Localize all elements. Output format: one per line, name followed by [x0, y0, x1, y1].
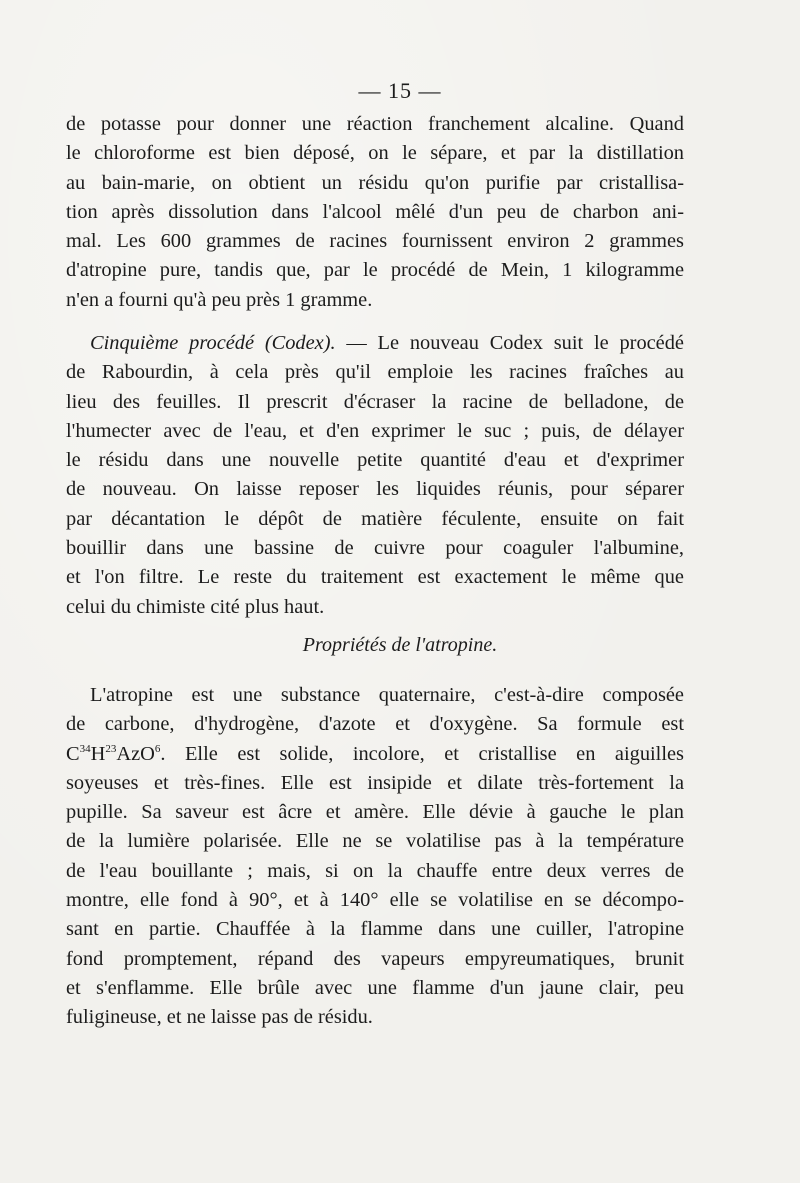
- text-line: et l'on filtre. Le reste du traitement est exactement le même que: [66, 566, 684, 589]
- paragraph-properties: [66, 681, 684, 1033]
- text-line: bouillir dans une bassine de cuivre pour coaguler l'albumine,: [66, 537, 684, 560]
- text-line: de carbone, d'hydrogène, d'azote et d'oxygène. Sa formule est: [66, 713, 684, 736]
- text-line: [66, 329, 684, 358]
- section-heading: Propriétés de l'atropine.: [302, 634, 498, 656]
- page-number: — 15 —: [358, 78, 442, 103]
- text-line: de la lumière polarisée. Elle ne se volatilise pas à la température: [66, 830, 684, 853]
- text-line: montre, elle fond à 90°, et à 140° elle se volatilise en se décompo-: [66, 889, 684, 912]
- text-line: lieu des feuilles. Il prescrit d'écraser la racine de belladone, de: [66, 390, 684, 413]
- paragraph-codex: [66, 329, 684, 622]
- text-line: soyeuses et très-fines. Elle est insipide et dilate très-fortement la: [66, 771, 684, 794]
- text-line: de nouveau. On laisse reposer les liquides réunis, pour séparer: [66, 478, 684, 501]
- text-line: tion après dissolution dans l'alcool mêlé d'un peu de charbon ani-: [66, 200, 684, 223]
- text-line: fond promptement, répand des vapeurs empyreumatiques, brunit: [66, 947, 684, 970]
- text-line: au bain-marie, on obtient un résidu qu'on purifie par cristallisa-: [66, 171, 684, 194]
- procedure-title: Cinquième procédé (Codex).: [90, 332, 336, 354]
- text-line: le résidu dans une nouvelle petite quantité d'eau et d'exprimer: [66, 449, 684, 472]
- formula-o-index: 6: [154, 742, 161, 755]
- text-line: n'en a fourni qu'à peu près 1 gramme.: [66, 288, 373, 311]
- text-line: et s'enflamme. Elle brûle avec une flamme d'un jaune clair, peu: [66, 976, 684, 999]
- formula-h-index: 23: [105, 742, 117, 755]
- formula-azo: AzO: [116, 742, 155, 765]
- text-line: l'humecter avec de l'eau, et d'en exprimer le suc ; puis, de délayer: [66, 419, 684, 442]
- text-line: sant en partie. Chauffée à la flamme dans une cuiller, l'atropine: [66, 918, 684, 941]
- text-line: d'atropine pure, tandis que, par le procédé de Mein, 1 kilogramme: [66, 259, 684, 282]
- text-line: le chloroforme est bien déposé, on le sépare, et par la distillation: [66, 142, 684, 165]
- text-line: L'atropine est une substance quaternaire, c'est-à-dire composée: [90, 684, 684, 706]
- paragraph-potasse: [66, 110, 684, 315]
- text-line: mal. Les 600 grammes de racines fournissent environ 2 grammes: [66, 230, 684, 253]
- formula-c: C: [66, 742, 80, 765]
- text-line: de l'eau bouillante ; mais, si on la chauffe entre deux verres de: [66, 859, 684, 882]
- text-line: de potasse pour donner une réaction franchement alcaline. Quand: [66, 113, 684, 135]
- text-line: celui du chimiste cité plus haut.: [66, 595, 325, 618]
- formula-h: H: [90, 742, 106, 765]
- text-line: de Rabourdin, à cela près qu'il emploie les racines fraîches au: [66, 361, 684, 384]
- text-line: pupille. Sa saveur est âcre et amère. Elle dévie à gauche le plan: [66, 801, 684, 824]
- formula-c-index: 34: [79, 742, 91, 755]
- formula-rest: . Elle est solide, incolore, et cristallise en aiguilles: [160, 742, 684, 765]
- text-line: par décantation le dépôt de matière féculente, ensuite on fait: [66, 507, 684, 530]
- formula-line: [66, 740, 684, 769]
- text-line: fuligineuse, et ne laisse pas de résidu.: [66, 1006, 373, 1029]
- procedure-intro: — Le nouveau Codex suit le procédé: [335, 332, 684, 354]
